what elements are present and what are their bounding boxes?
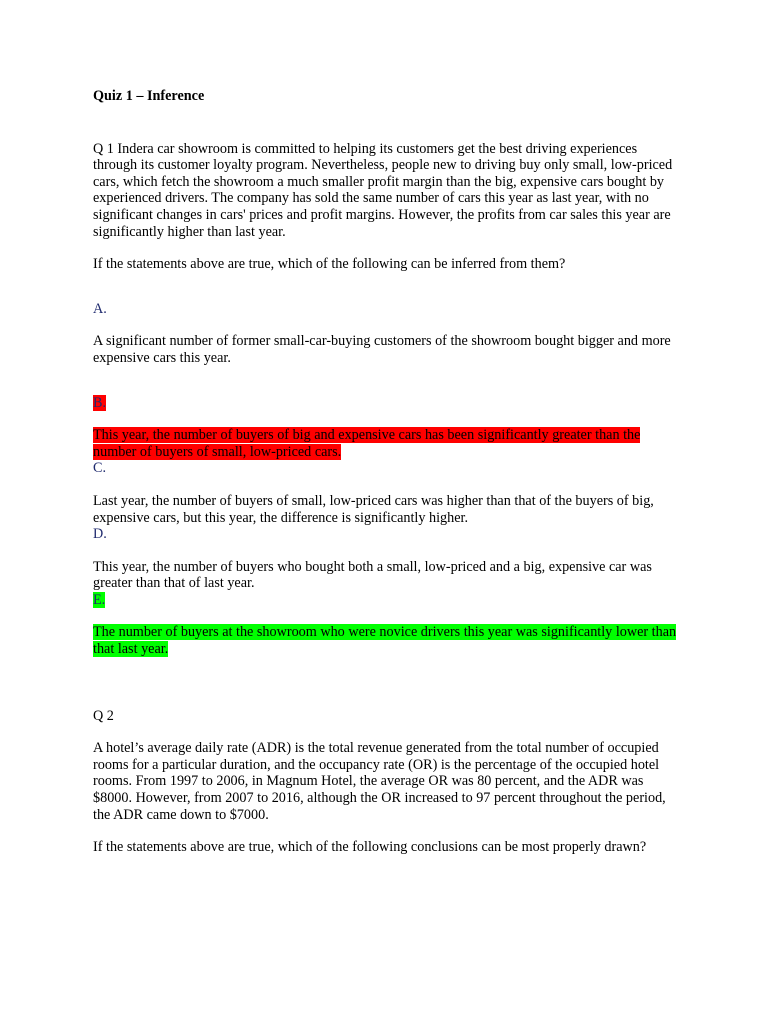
- q1-option-b-text: This year, the number of buyers of big and expensive cars has been significantly greater than the number of buyers of small, low-priced cars.: [93, 427, 641, 460]
- q1-option-b-block: [93, 395, 678, 461]
- q1-option-d-label: D.: [93, 526, 107, 543]
- document-page: [93, 88, 678, 856]
- q1-option-a-text: A significant number of former small-car-buying customers of the showroom bought bigger and more expensive cars this year.: [93, 333, 671, 366]
- q2-stem: A hotel’s average daily rate (ADR) is the total revenue generated from the total number of occupied rooms for a particular duration, and the occupancy rate (OR) is the percentage of the occupied hotel rooms. From 1997 to 2006, in Magnum Hotel, the average OR was 80 percent, and the ADR was $8000. However, from 2007 to 2016, although the OR increased to 97 percent throughout the period, the ADR came down to $7000.: [93, 740, 666, 823]
- q1-option-a-label: A.: [93, 300, 107, 317]
- q2-question: If the statements above are true, which of the following conclusions can be most properly drawn?: [93, 839, 647, 856]
- q2-heading: Q 2: [93, 707, 114, 724]
- q1-option-e-block: [93, 592, 678, 658]
- q1-option-e-text: The number of buyers at the showroom who were novice drivers this year was significantly lower than that last year.: [93, 624, 677, 658]
- q1-option-d-text: This year, the number of buyers who bought both a small, low-priced and a big, expensive car was greater than that of last year.: [93, 558, 652, 592]
- q1-question: If the statements above are true, which of the following can be inferred from them?: [93, 256, 566, 273]
- quiz-title: Quiz 1 – Inference: [93, 88, 205, 104]
- q1-option-b-label: B.: [93, 394, 107, 411]
- q1-option-c-text: Last year, the number of buyers of small, low-priced cars was higher than that of the buyers of big, expensive cars, but this year, the difference is significantly higher.: [93, 492, 654, 526]
- q1-stem: Q 1 Indera car showroom is committed to helping its customers get the best driving experiences through its customer loyalty program. Nevertheless, people new to driving buy only small, low-priced cars, which fetch the showroom a much smaller profit margin than the big, expensive cars bought by experienced drivers. The company has sold the same number of cars this year as last year, with no significant changes in cars' prices and profit margins. However, the profits from car sales this year are significantly higher than last year.: [93, 140, 673, 240]
- q1-option-c-label: C.: [93, 460, 107, 477]
- q1-option-e-label: E.: [93, 591, 106, 608]
